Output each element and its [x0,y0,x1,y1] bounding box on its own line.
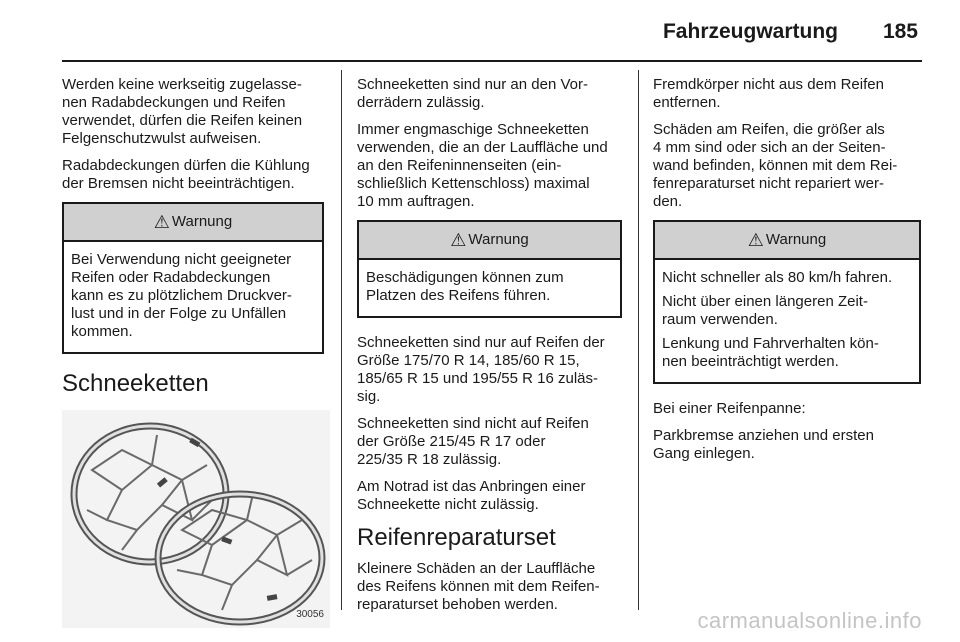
page-number: 185 [882,20,918,43]
paragraph: Immer engmaschige Schneeketten verwenden, die an der Lauffläche und an den Reifeninnenseiten (ein- schließlich Kettenschloss) maximal 10 mm auftragen. [357,121,608,210]
warning-triangle-icon: ⚠ [747,230,764,250]
warning-body: Nicht schneller als 80 km/h fahren. Nicht über einen längeren Zeit- raum verwenden. Lenkung und Fahrverhalten kön- nen beeinträchtigt werden. [662,269,893,370]
warning-body: Bei Verwendung nicht geeigneter Reifen oder Radabdeckungen kann es zu plötzlichem Druckver- lust und in der Folge zu Unfällen kommen. [71,251,292,340]
paragraph: Schneeketten sind nur auf Reifen der Größe 175/70 R 14, 185/60 R 15, 185/65 R 15 und 195/55 R 16 zuläs- sig. [357,334,605,405]
paragraph: Am Notrad ist das Anbringen einer Schneekette nicht zulässig. [357,478,586,513]
page-title: Fahrzeugwartung [662,20,838,43]
warning-header [655,222,919,260]
snow-chains-illustration [62,410,330,628]
snow-chains-drawing [62,410,330,628]
warning-header [64,204,322,242]
column-divider [638,70,639,610]
column-divider [341,70,342,610]
figure-code: 30056 [296,609,324,620]
header-rule [62,60,922,62]
column-2 [357,76,622,623]
paragraph: Schneeketten sind nicht auf Reifen der Größe 215/45 R 17 oder 225/35 R 18 zulässig. [357,415,589,468]
paragraph: Bei einer Reifenpanne: [653,400,806,417]
paragraph: Radabdeckungen dürfen die Kühlung der Bremsen nicht beeinträchtigen. [62,157,310,192]
warning-header [359,222,620,260]
section-heading-schneeketten: Schneeketten [62,370,209,397]
warning-triangle-icon: ⚠ [153,212,170,232]
paragraph: Fremdkörper nicht aus dem Reifen entfernen. [653,76,884,111]
warning-title: Warnung [765,231,827,248]
page-header [62,14,922,60]
paragraph: Schneeketten sind nur an den Vor- derrädern zulässig. [357,76,588,111]
column-1 [62,76,324,628]
warning-box [653,220,921,384]
section-heading-reifenreparaturset: Reifenreparaturset [357,524,556,551]
warning-title: Warnung [171,213,233,230]
watermark-text: carmanualsonline.info [697,608,922,633]
paragraph: Parkbremse anziehen und ersten Gang einlegen. [653,427,874,462]
warning-box [357,220,622,318]
paragraph: Schäden am Reifen, die größer als 4 mm sind oder sich an der Seiten- wand befinden, können mit dem Rei- fenreparaturset nicht repariert wer- den. [653,121,898,210]
paragraph: Kleinere Schäden an der Lauffläche des Reifens können mit dem Reifen- reparaturset behoben werden. [357,560,600,613]
warning-box [62,202,324,354]
column-3 [653,76,921,472]
warning-triangle-icon: ⚠ [450,230,467,250]
warning-body: Beschädigungen können zum Platzen des Reifens führen. [366,269,564,304]
warning-title: Warnung [468,231,529,248]
paragraph: Werden keine werkseitig zugelasse- nen Radabdeckungen und Reifen verwendet, dürfen die Reifen keinen Felgenschutzwulst aufweisen. [62,76,303,147]
